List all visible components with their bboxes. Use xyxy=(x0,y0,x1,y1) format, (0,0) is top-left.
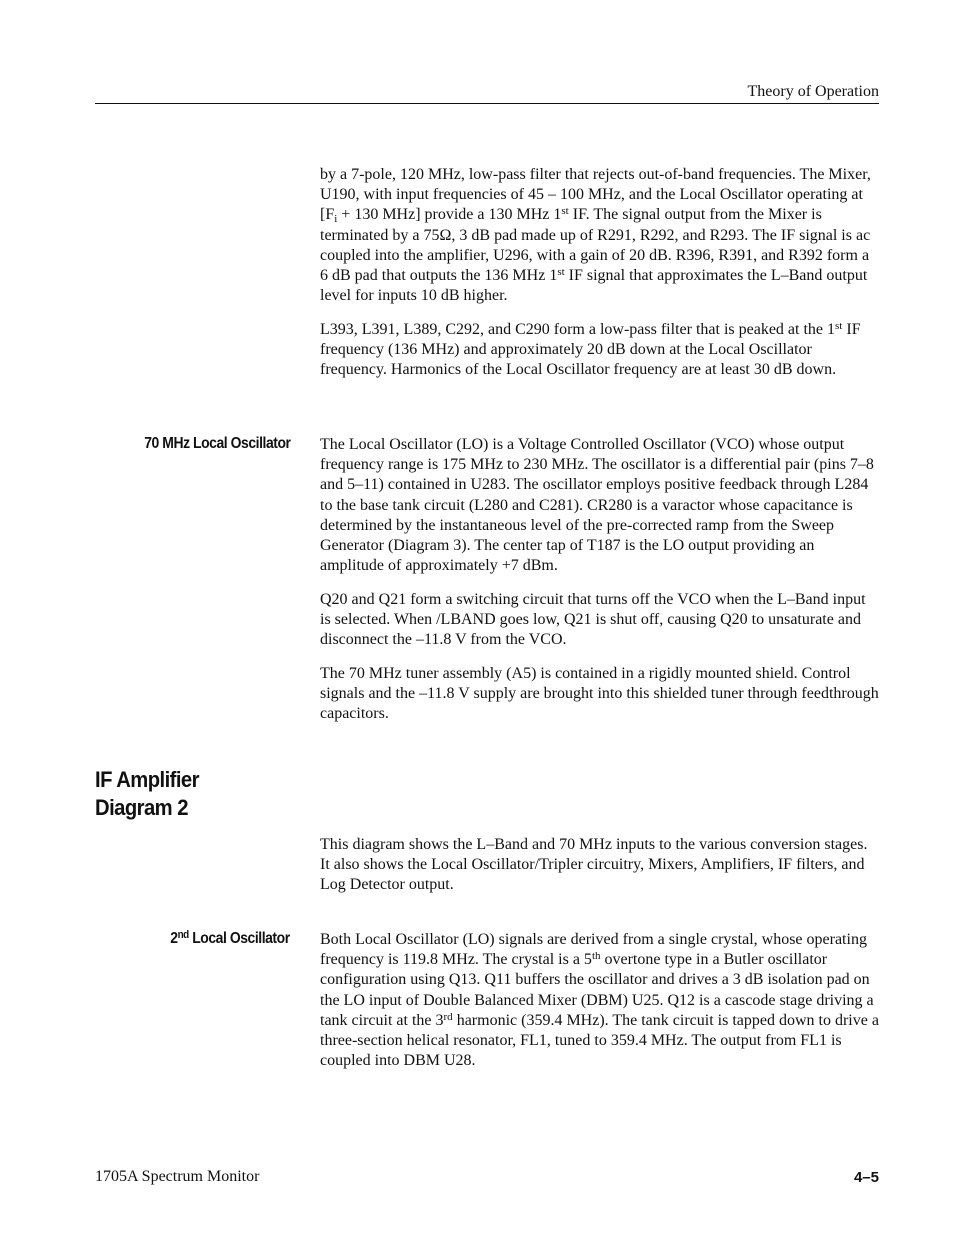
section-heading-line-2: Diagram 2 xyxy=(95,795,188,820)
superscript: st xyxy=(557,266,565,279)
text-run: Both Local Oscillator (LO) signals are derived from a single crystal, whose operating frequency is 119.8 MHz. The crystal is a 5 xyxy=(320,931,867,969)
superscript: th xyxy=(591,950,601,963)
lo2nd-paragraph xyxy=(320,930,880,1071)
heading-text: Local Oscillator xyxy=(189,930,290,947)
intro-paragraph-2 xyxy=(320,320,880,381)
footer-page-number: 4–5 xyxy=(853,1169,879,1186)
text-run: IF. The signal output from the Mixer is terminated by a 75Ω, 3 dB pad made up of R291, R292, and R293. The IF signal is ac coupled into the amplifier, U296, with a gain of 20 dB. R396, R391, and R392 form a 6 dB pad that outputs the 136 MHz 1 xyxy=(320,206,871,285)
text-run: overtone type in a Butler oscillator configuration using Q13. Q11 buffers the oscillator and drives a 3 dB isolation pad on the LO input of Double Balanced Mixer (DBM) U25. Q12 is a cascode stage driving a tank circuit at the 3 xyxy=(320,951,874,1029)
superscript: st xyxy=(835,320,843,332)
if-amplifier-paragraph: This diagram shows the L–Band and 70 MHz inputs to the various conversion stages. It also shows the Local Oscillator/Tripler circuitry, Mixers, Amplifiers, IF filters, and Log Detector output. xyxy=(320,836,868,894)
footer-product-name: 1705A Spectrum Monitor xyxy=(95,1168,260,1185)
intro-paragraph-1 xyxy=(320,165,880,306)
subscript: i xyxy=(334,213,338,226)
lo70-paragraph-2: Q20 and Q21 form a switching circuit that turns off the VCO when the L–Band input is selected. When /LBAND goes low, Q21 is shut off, causing Q20 to unsaturate and disconnect the –11.8 V from the VCO. xyxy=(320,591,866,649)
text-run: by a 7-pole, 120 MHz, low-pass filter that rejects out-of-band frequencies. The Mixer, U190, with input frequencies of 45 – 100 MHz, and the Local Oscillator operating at [F xyxy=(320,166,871,224)
text-run: L393, L391, L389, C292, and C290 form a low-pass filter that is peaked at the 1 xyxy=(320,321,836,338)
text-run: harmonic (359.4 MHz). The tank circuit is tapped down to drive a three-section helical resonator, FL1, tuned to 359.4 MHz. The output from FL1 is coupled into DBM U28. xyxy=(320,1011,879,1070)
text-run: IF frequency (136 MHz) and approximately 20 dB down at the Local Oscillator frequency. Harmonics of the Local Oscillator frequency are at least 30 dB down. xyxy=(320,321,861,379)
superscript: nd xyxy=(177,929,190,941)
heading-number: 2 xyxy=(170,930,178,947)
section-heading-line-1: IF Amplifier xyxy=(95,767,199,792)
header-rule xyxy=(95,103,879,104)
side-heading-2nd-local-oscillator xyxy=(171,930,290,948)
superscript: rd xyxy=(443,1010,453,1023)
running-header: Theory of Operation xyxy=(747,83,879,100)
section-heading-if-amplifier xyxy=(95,766,199,822)
text-run: + 130 MHz] provide a 130 MHz 1 xyxy=(337,206,562,224)
side-heading-70mhz-local-oscillator: 70 MHz Local Oscillator xyxy=(143,435,290,452)
lo70-paragraph-3: The 70 MHz tuner assembly (A5) is contained in a rigidly mounted shield. Control signals and the –11.8 V supply are brought into this shielded tuner through feedthrough capacitors. xyxy=(320,665,879,723)
lo70-paragraph-1: The Local Oscillator (LO) is a Voltage Controlled Oscillator (VCO) whose output frequency range is 175 MHz to 230 MHz. The oscillator is a differential pair (pins 7–8 and 5–11) contained in U283. The oscillator employs positive feedback through L284 to the base tank circuit (L280 and C281). CR280 is a varactor whose capacitance is determined by the instantaneous level of the pre-corrected ramp from the Sweep Generator (Diagram 3). The center tap of T187 is the LO output providing an amplitude of approximately +7 dBm. xyxy=(320,436,874,575)
text-run: IF signal that approximates the L–Band output level for inputs 10 dB higher. xyxy=(320,267,868,305)
superscript: st xyxy=(561,205,569,218)
